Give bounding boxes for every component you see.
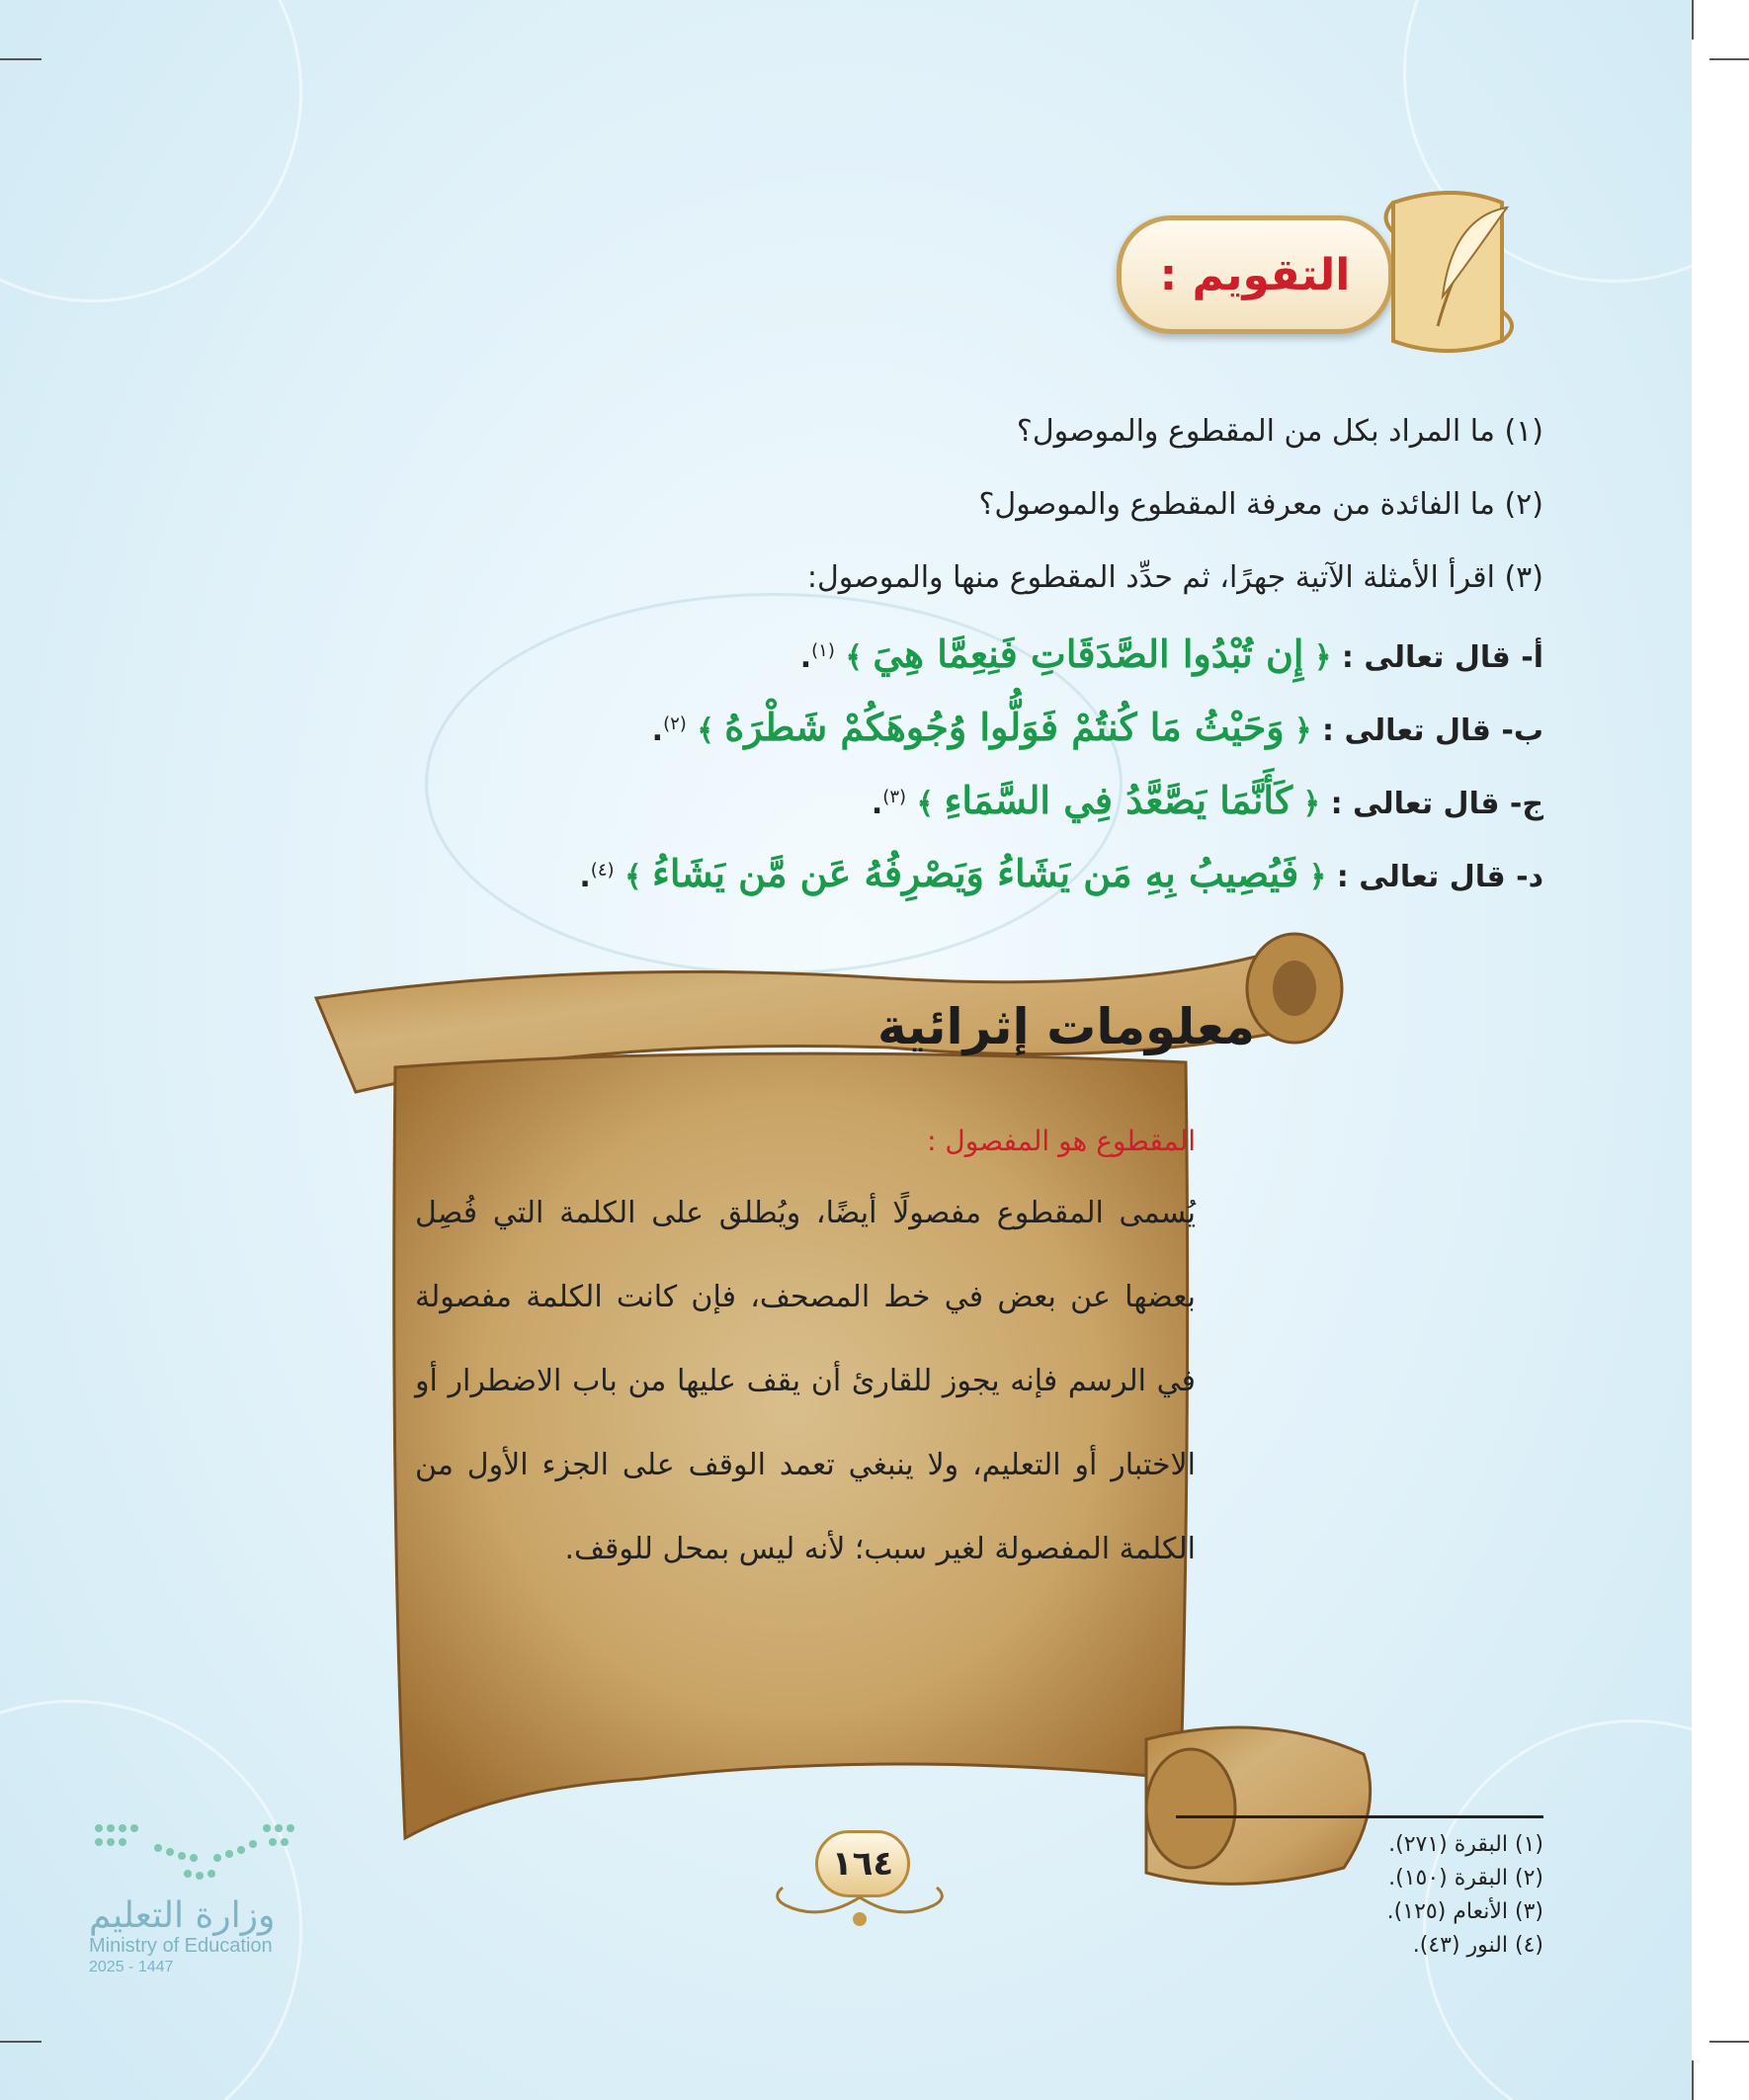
footnote-item: (٢) البقرة (١٥٠). (1388, 1866, 1543, 1890)
crop-mark (1709, 58, 1749, 60)
verse-text: فَيُصِيبُ بِهِ مَن يَشَاءُ وَيَصْرِفُهُ عَن مَّن يَشَاءُ (652, 851, 1299, 895)
question-3: (٣) اقرأ الأمثلة الآتية جهرًا، ثم حدِّد المقطوع منها والموصول: (806, 560, 1543, 595)
footnote-item: (٣) الأنعام (١٢٥). (1386, 1899, 1543, 1924)
footnotes (1387, 1828, 1543, 1963)
page-number: ١٦٤ (815, 1830, 910, 1897)
verse-open-ornament: ﴿ (1313, 640, 1332, 675)
verse-close-ornament: ﴾ (697, 714, 714, 748)
enrichment-title: معلومات إثرائية (877, 998, 1255, 1055)
verse-close-ornament: ﴾ (624, 860, 642, 894)
ministry-logo (89, 1818, 326, 1975)
crop-mark (1709, 2041, 1749, 2043)
verse-line-a: أ- قال تعالى : ﴿ إِن تُبْدُوا الصَّدَقَاتِ فَنِعِمَّا هِيَ ﴾ $^{(١)}$. (799, 631, 1543, 676)
question-2: (٢) ما الفائدة من معرفة المقطوع والموصول؟ (978, 487, 1543, 522)
crop-mark (0, 2041, 42, 2043)
verse-line-c: ج- قال تعالى : ﴿ كَأَنَّمَا يَصَّعَّدُ فِي السَّمَاءِ ﴾ $^{(٣)}$. (871, 778, 1543, 822)
questions-block (259, 395, 1543, 907)
ministry-name-arabic: وزارة التعليم (89, 1895, 276, 1936)
scroll-quill-icon (1354, 178, 1541, 366)
verse-close-ornament: ﴾ (916, 787, 935, 821)
verse-line-b: ب- قال تعالى : ﴿ وَحَيْثُ مَا كُنتُمْ فَوَلُّوا وُجُوهَكُمْ شَطْرَهُ ﴾ $^{(٢)}$. (651, 705, 1543, 749)
footnote-ref: (٤) (590, 860, 615, 881)
verse-line-d: د- قال تعالى : ﴿ فَيُصِيبُ بِهِ مَن يَشَاءُ وَيَصْرِفُهُ عَن مَّن يَشَاءُ ﴾ $^{(٤)}$. (579, 851, 1543, 895)
page-number-badge (761, 1828, 958, 1937)
page-number-flourish-icon (761, 1828, 958, 1937)
footnote-ref: (١) (811, 640, 835, 661)
enrichment-paragraph: يُسمى المقطوع مفصولًا أيضًا، ويُطلق على الكلمة التي فُصِل بعضها عن بعض في خط المصحف، فإن كانت الكلمة مفصولة في الرسم فإنه يجوز للقارئ أن يقف عليها من باب الاضطرار أو الاختبار أو التعليم، ولا ينبغي تعمد الوقف على الجزء الأول من الكلمة المفصولة لغير سبب؛ لأنه ليس بمحل للوقف. (415, 1196, 1196, 1566)
footnote-ref: (٢) (663, 714, 687, 734)
verse-text: إِن تُبْدُوا الصَّدَقَاتِ فَنِعِمَّا هِيَ (873, 631, 1304, 676)
footnote-divider (1176, 1815, 1543, 1818)
verse-text: وَحَيْثُ مَا كُنتُمْ فَوَلُّوا وُجُوهَكُمْ شَطْرَهُ (724, 705, 1285, 749)
ministry-year: 2025 - 1447 (89, 1959, 174, 1975)
crop-mark (1692, 0, 1694, 40)
question-1: (١) ما المراد بكل من المقطوع والموصول؟ (1016, 414, 1543, 449)
verse-prefix: د- قال تعالى : (1336, 860, 1543, 894)
evaluation-title: التقويم : (1159, 249, 1351, 300)
verse-open-ornament: ﴿ (1302, 787, 1321, 821)
evaluation-badge (1117, 215, 1393, 334)
corner-ornament (0, 0, 302, 302)
enrichment-body (415, 1112, 1196, 1591)
verse-text: كَأَنَّمَا يَصَّعَّدُ فِي السَّمَاءِ (944, 778, 1293, 822)
evaluation-header (1117, 178, 1541, 366)
footnote-item: (١) البقرة (٢٧١). (1388, 1832, 1543, 1857)
crop-mark (1692, 2060, 1694, 2100)
verse-close-ornament: ﴾ (845, 640, 863, 675)
footnote-item: (٤) النور (٤٣). (1412, 1933, 1543, 1958)
verse-prefix: ج- قال تعالى : (1330, 787, 1543, 821)
verse-open-ornament: ﴿ (1308, 860, 1327, 894)
enrichment-scroll (296, 919, 1403, 1907)
enrichment-subheading: المقطوع هو المفصول : (927, 1125, 1196, 1157)
ministry-name-english: Ministry of Education (89, 1935, 273, 1957)
verse-prefix: أ- قال تعالى : (1341, 640, 1543, 675)
ministry-dots-icon (89, 1818, 306, 1888)
verse-open-ornament: ﴿ (1294, 714, 1312, 748)
footnote-ref: (٣) (882, 787, 907, 807)
crop-mark (0, 58, 42, 60)
verse-prefix: ب- قال تعالى : (1322, 714, 1543, 748)
